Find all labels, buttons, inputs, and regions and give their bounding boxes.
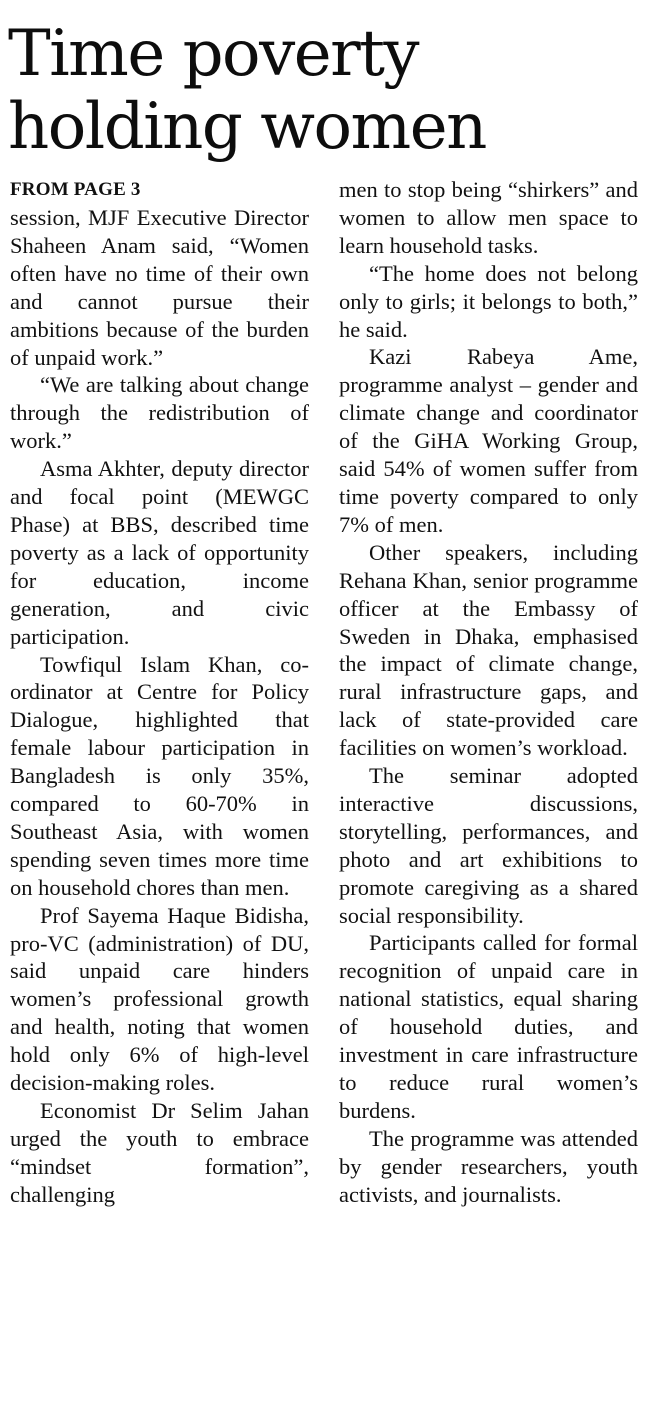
paragraph: Towfiqul Islam Khan, co-ordinator at Centre for Policy Dialogue, highlighted that female labour participation in Bangladesh is only 35%, compared to 60-70% in Southeast Asia, with women spending seven times more time on household chores than men. bbox=[10, 651, 309, 900]
headline-line-2: holding women bbox=[8, 90, 486, 164]
paragraph: Other speakers, including Rehana Khan, senior programme officer at the Embassy of Sweden in Dhaka, emphasised the impact of climate change, rural infrastructure gaps, and lack of state-provided care facilities on women’s workload. bbox=[339, 539, 638, 761]
paragraph: Prof Sayema Haque Bidisha, pro-VC (administration) of DU, said unpaid care hinders women’s professional growth and health, noting that women hold only 6% of high-level decision-making roles. bbox=[10, 902, 309, 1096]
paragraph: “The home does not belong only to girls; it belongs to both,” he said. bbox=[339, 260, 638, 342]
paragraph: “We are talking about change through the redistribution of work.” bbox=[10, 372, 309, 454]
paragraph: men to stop being “shirkers” and women to allow men space to learn household tasks. bbox=[339, 177, 638, 258]
paragraph: Asma Akhter, deputy director and focal point (MEWGC Phase) at BBS, described time poverty as a lack of opportunity for education, income generation, and civic participation. bbox=[10, 456, 309, 649]
paragraph: Kazi Rabeya Ame, programme analyst – gender and climate change and coordinator of the GiHA Working Group, said 54% of women suffer from time poverty compared to only 7% of men. bbox=[339, 344, 638, 537]
paragraph: session, MJF Executive Director Shaheen Anam said, “Women often have no time of their own and cannot pursue their ambitions because of the burden of unpaid work.” bbox=[10, 205, 309, 370]
headline-line-1: Time poverty bbox=[8, 17, 419, 91]
paragraph: The seminar adopted interactive discussions, storytelling, performances, and photo and art exhibitions to promote caregiving as a shared social responsibility. bbox=[339, 763, 638, 928]
continuation-kicker: FROM PAGE 3 bbox=[10, 179, 141, 200]
headline bbox=[8, 18, 643, 164]
paragraph: Participants called for formal recognition of unpaid care in national statistics, equal sharing of household duties, and investment in care infrastructure to reduce rural women’s burdens. bbox=[339, 930, 638, 1123]
paragraph: The programme was attended by gender researchers, youth activists, and journalists. bbox=[339, 1125, 638, 1207]
article-column-right bbox=[339, 176, 638, 1209]
article-column-left bbox=[10, 176, 309, 1209]
paragraph: Economist Dr Selim Jahan urged the youth to embrace “mindset formation”, challenging bbox=[10, 1098, 309, 1207]
